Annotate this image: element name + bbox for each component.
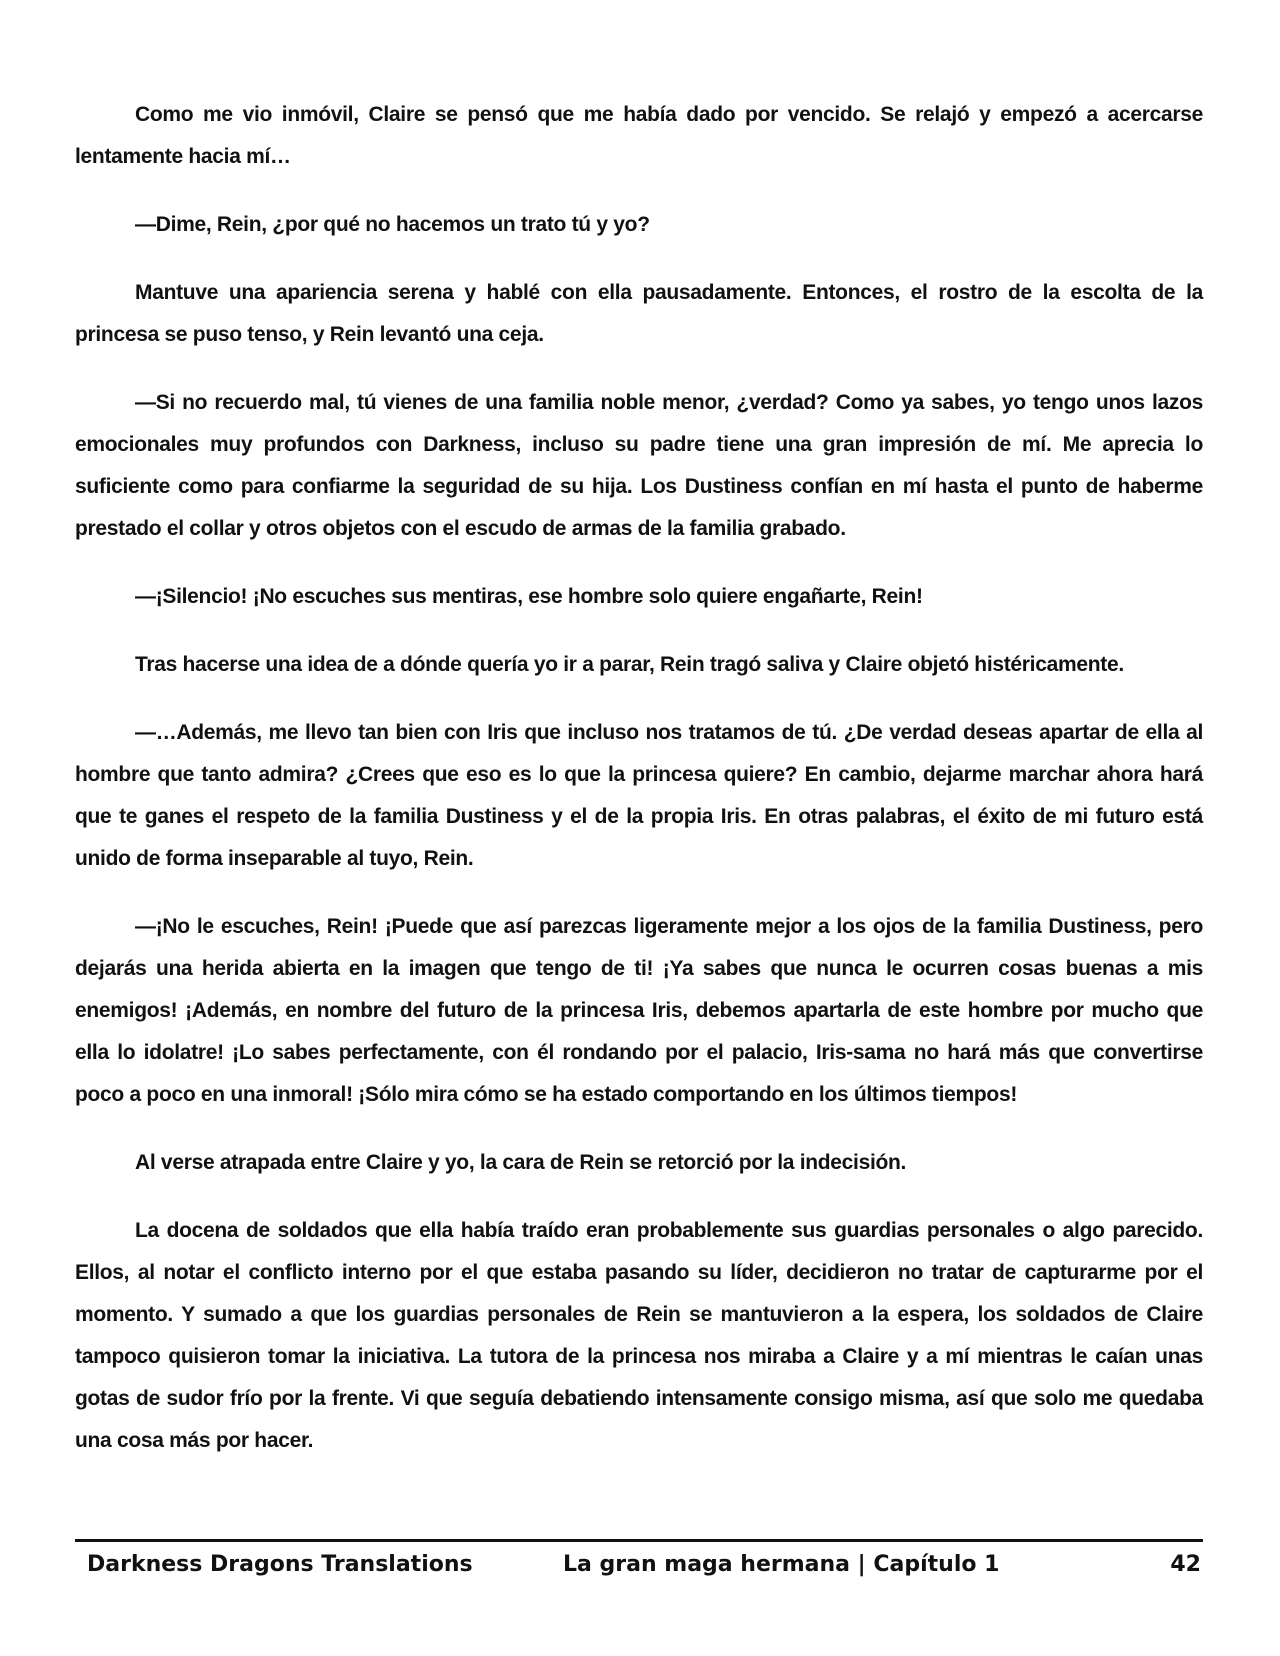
- paragraph: La docena de soldados que ella había traído eran probablemente sus guardias personales o algo parecido. Ellos, al notar el conflicto interno por el que estaba pasando su líder, decidieron no tratar de capturarme por el momento. Y sumado a que los guardias personales de Rein se mantuvieron a la espera, los soldados de Claire tampoco quisieron tomar la iniciativa. La tutora de la princesa nos miraba a Claire y a mí mientras le caían unas gotas de sudor frío por la frente. Vi que seguía debatiendo intensamente consigo misma, así que solo me quedaba una cosa más por hacer.: [75, 1219, 1203, 1452]
- page-footer: [75, 1548, 1203, 1588]
- paragraph: Al verse atrapada entre Claire y yo, la cara de Rein se retorció por la indecisión.: [135, 1151, 907, 1174]
- paragraph: Tras hacerse una idea de a dónde quería yo ir a parar, Rein tragó saliva y Claire objetó histéricamente.: [135, 653, 1124, 676]
- paragraph: —¡Silencio! ¡No escuches sus mentiras, ese hombre solo quiere engañarte, Rein!: [135, 585, 923, 608]
- paragraph: —Dime, Rein, ¿por qué no hacemos un trato tú y yo?: [135, 213, 650, 236]
- footer-divider: [75, 1539, 1203, 1542]
- footer-publisher: Darkness Dragons Translations: [87, 1552, 473, 1577]
- page-body: [75, 94, 1203, 1488]
- paragraph: —Si no recuerdo mal, tú vienes de una familia noble menor, ¿verdad? Como ya sabes, yo tengo unos lazos emocionales muy profundos con Darkness, incluso su padre tiene una gran impresión de mí. Me aprecia lo suficiente como para confiarme la seguridad de su hija. Los Dustiness confían en mí hasta el punto de haberme prestado el collar y otros objetos con el escudo de armas de la familia grabado.: [75, 391, 1203, 540]
- paragraph: Como me vio inmóvil, Claire se pensó que me había dado por vencido. Se relajó y empezó a acercarse lentamente hacia mí…: [75, 103, 1203, 168]
- footer-page-number: 42: [1170, 1552, 1201, 1577]
- paragraph: Mantuve una apariencia serena y hablé con ella pausadamente. Entonces, el rostro de la escolta de la princesa se puso tenso, y Rein levantó una ceja.: [75, 281, 1203, 346]
- paragraph: —¡No le escuches, Rein! ¡Puede que así parezcas ligeramente mejor a los ojos de la familia Dustiness, pero dejarás una herida abierta en la imagen que tengo de ti! ¡Ya sabes que nunca le ocurren cosas buenas a mis enemigos! ¡Además, en nombre del futuro de la princesa Iris, debemos apartarla de este hombre por mucho que ella lo idolatre! ¡Lo sabes perfectamente, con él rondando por el palacio, Iris-sama no hará más que convertirse poco a poco en una inmoral! ¡Sólo mira cómo se ha estado comportando en los últimos tiempos!: [75, 915, 1203, 1106]
- footer-chapter-title: La gran maga hermana | Capítulo 1: [563, 1552, 1000, 1577]
- paragraph: —…Además, me llevo tan bien con Iris que incluso nos tratamos de tú. ¿De verdad deseas apartar de ella al hombre que tanto admira? ¿Crees que eso es lo que la princesa quiere? En cambio, dejarme marchar ahora hará que te ganes el respeto de la familia Dustiness y el de la propia Iris. En otras palabras, el éxito de mi futuro está unido de forma inseparable al tuyo, Rein.: [75, 721, 1203, 870]
